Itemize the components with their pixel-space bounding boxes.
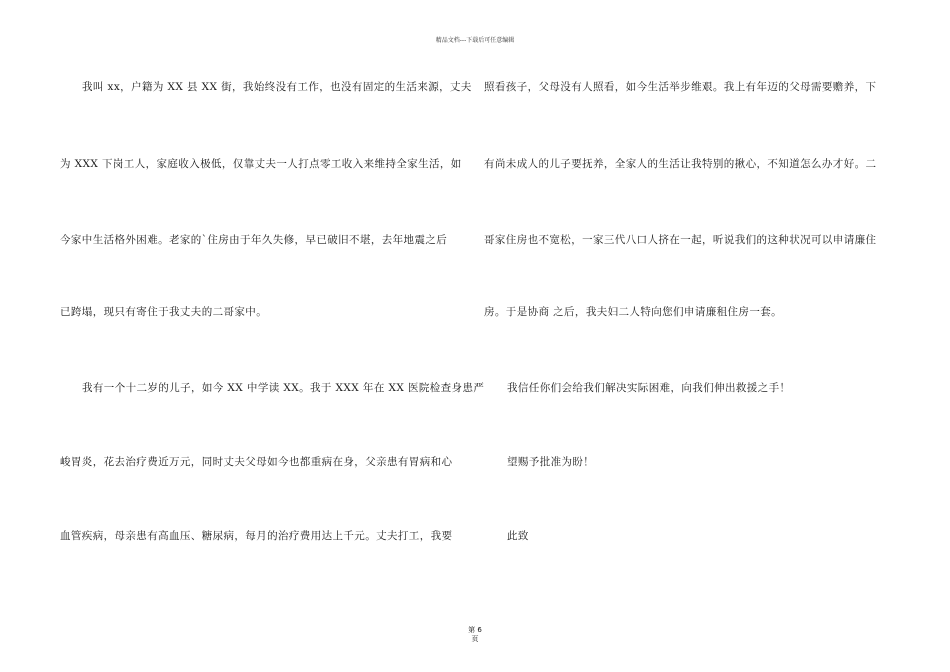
right-line-7: 此致 bbox=[507, 530, 529, 542]
left-line-1: 我叫 xx，户籍为 XX 县 XX 街，我始终没有工作，也没有固定的生活来源，丈夫 bbox=[82, 81, 472, 93]
right-line-2: 有尚未成人的儿子要抚养，全家人的生活让我特别的揪心，不知道怎么办才好。二 bbox=[484, 158, 877, 170]
right-line-6: 望赐予批准为盼！ bbox=[507, 456, 595, 468]
right-line-3: 哥家住房也不宽松，一家三代八口人挤在一起，听说我们的这种状况可以申请廉住 bbox=[484, 234, 877, 246]
page-number bbox=[0, 626, 950, 644]
right-line-5: 我信任你们会给我们解决实际困难，向我们伸出救援之手！ bbox=[507, 382, 791, 394]
page-number-line-1: 第 6 bbox=[468, 626, 482, 634]
page-number-line-2: 页 bbox=[471, 635, 479, 643]
page-header: 精品文档---下载后可任意编辑 bbox=[435, 37, 515, 44]
left-line-4: 已跨塌，现只有寄住于我丈夫的二哥家中。 bbox=[60, 306, 268, 318]
right-line-1: 照看孩子，父母没有人照看，如今生活举步维艰。我上有年迈的父母需要赡养，下 bbox=[484, 81, 877, 93]
left-line-3: 今家中生活格外困难。老家的`住房由于年久失修，早已破旧不堪，去年地震之后 bbox=[60, 234, 448, 246]
right-line-4: 房。于是协商 之后，我夫妇二人特向您们申请廉租住房一套。 bbox=[484, 306, 783, 318]
left-line-5: 我有一个十二岁的儿子，如今 XX 中学读 XX。我于 XXX 年在 XX 医院检查身患严 bbox=[82, 382, 485, 394]
left-line-6: 峻胃炎，花去治疗费近万元，同时丈夫父母如今也都重病在身，父亲患有胃病和心 bbox=[60, 456, 453, 468]
left-line-2: 为 XXX 下岗工人，家庭收入极低，仅靠丈夫一人打点零工收入来维持全家生活，如 bbox=[60, 158, 462, 170]
left-line-7: 血管疾病，母亲患有高血压、糖尿病，每月的治疗费用达上千元。丈夫打工，我要 bbox=[60, 530, 453, 542]
